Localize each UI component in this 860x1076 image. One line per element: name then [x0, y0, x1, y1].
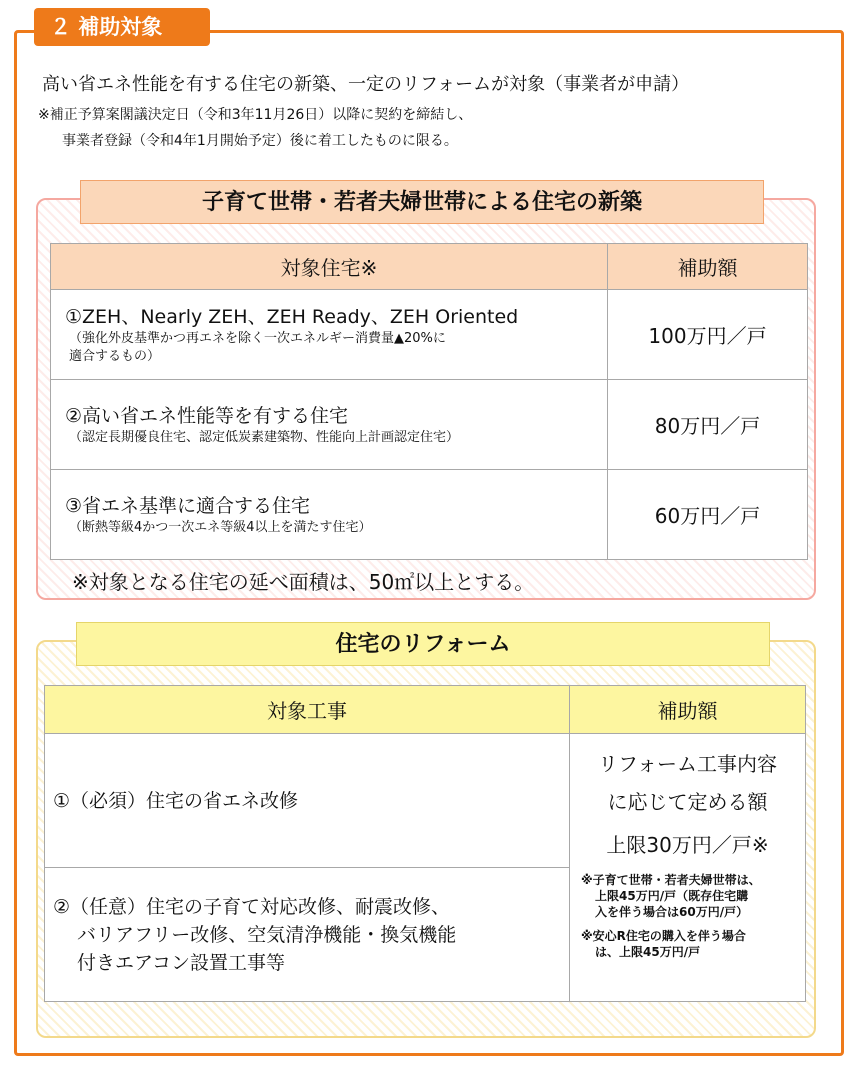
amount-line: リフォーム工事内容	[598, 752, 777, 776]
reform-row-optional	[45, 868, 570, 1002]
col-target-work: 対象工事	[45, 686, 570, 734]
table-row	[51, 290, 808, 380]
table-row	[51, 470, 808, 560]
row-sub: （強化外皮基準かつ再エネを除く一次エネルギー消費量▲20%に	[69, 330, 446, 346]
row-main: ③省エネ基準に適合する住宅	[65, 494, 311, 517]
reform-table	[44, 685, 806, 1002]
row-line: 付きエアコン設置工事等	[77, 951, 286, 974]
note-line-2: 事業者登録（令和4年1月開始予定）後に着工したものに限る。	[62, 133, 458, 149]
reform-amount-cell	[570, 734, 806, 1002]
table-row	[45, 734, 806, 868]
reform-row-required: ①（必須）住宅の省エネ改修	[45, 734, 570, 868]
col-target-housing: 対象住宅※	[51, 244, 608, 290]
new-build-table	[50, 243, 808, 560]
row-sub: 適合するもの）	[69, 348, 161, 364]
note-line: 上限45万円/戸（既存住宅購	[595, 889, 749, 903]
row-amount: 80万円／戸	[608, 380, 808, 470]
intro-text: 高い省エネ性能を有する住宅の新築、一定のリフォームが対象（事業者が申請）	[42, 74, 690, 95]
amount-note-1	[571, 872, 804, 920]
col-amount: 補助額	[608, 244, 808, 290]
row-sub: （断熱等級4かつ一次エネ等級4以上を満たす住宅）	[69, 519, 372, 535]
amount-line: に応じて定める額	[607, 790, 768, 814]
row-amount: 60万円／戸	[608, 470, 808, 560]
note-line: ※子育て世帯・若者夫婦世帯は、	[581, 873, 761, 887]
row-amount: 100万円／戸	[608, 290, 808, 380]
amount-note-2	[571, 928, 804, 960]
amount-cap: 上限30万円／戸※	[606, 833, 769, 857]
reform-title: 住宅のリフォーム	[76, 622, 770, 666]
row-line: ②（任意）住宅の子育て対応改修、耐震改修、	[53, 895, 451, 918]
row-main: ②高い省エネ性能等を有する住宅	[65, 404, 349, 427]
note-line: ※安心R住宅の購入を伴う場合	[581, 929, 746, 943]
col-amount: 補助額	[570, 686, 806, 734]
section-tab: ２ 補助対象	[34, 8, 210, 46]
row-sub: （認定長期優良住宅、認定低炭素建築物、性能向上計画認定住宅）	[69, 429, 460, 445]
note-line: 入を伴う場合は60万円/戸）	[595, 905, 749, 919]
row-main: ①ZEH、Nearly ZEH、ZEH Ready、ZEH Oriented	[65, 305, 519, 328]
note-line-1: ※補正予算案閣議決定日（令和3年11月26日）以降に契約を締結し、	[38, 107, 473, 123]
floor-area-note: ※対象となる住宅の延べ面積は、50㎡以上とする。	[72, 570, 535, 594]
table-row	[51, 380, 808, 470]
new-build-title: 子育て世帯・若者夫婦世帯による住宅の新築	[80, 180, 764, 224]
row-line: バリアフリー改修、空気清浄機能・換気機能	[77, 923, 457, 946]
note-line: は、上限45万円/戸	[595, 945, 701, 959]
